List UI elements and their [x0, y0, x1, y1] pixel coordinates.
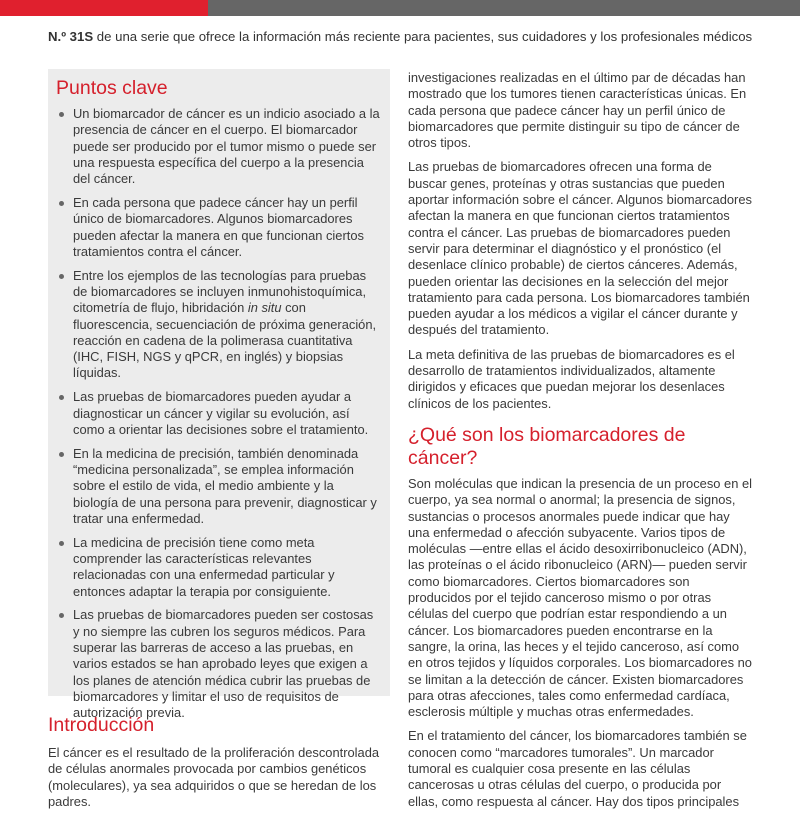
series-number: N.º 31S: [48, 29, 94, 44]
key-point-item: Un biomarcador de cáncer es un indicio asociado a la presencia de cáncer en el cuerpo. El biomarcador puede ser producido por el tumor mismo o puede ser una respuesta específica del cuerpo a la presencia del cáncer.: [56, 106, 380, 187]
body-paragraph: Son moléculas que indican la presencia de un proceso en el cuerpo, ya sea normal o anormal; la presencia de signos, sustancias o procesos anormales puede indicar que hay una enfermedad o afección subyacente. Varios tipos de moléculas —entre ellas el ácido desoxirribonucleico (ADN), las proteínas o el ácido ribonucleico (ARN)— pueden servir como biomarcadores. Ciertos biomarcadores son producidos por el tejido canceroso mismo o por otras células del cuerpo que podrían estar respondiendo a un cáncer. Los biomarcadores pueden encontrarse en la sangre, la orina, las heces y el tejido canceroso, así como en otros tejidos y líquidos corporales. Los biomarcadores no se limitan a la detección de cáncer. Existen biomarcadores para otras afecciones, tales como enfermedad cardíaca, esclerosis múltiple y muchas otras enfermedades.: [408, 475, 752, 720]
key-points-title: Puntos clave: [56, 77, 168, 99]
header-bar-gray: [208, 0, 800, 16]
body-paragraph: La meta definitiva de las pruebas de biomarcadores es el desarrollo de tratamientos individualizados, altamente dirigidos y eficaces que puedan mejorar los desenlaces clínicos de los pacientes.: [408, 346, 735, 411]
series-text: de una serie que ofrece la información más reciente para pacientes, sus cuidadores y los profesionales médicos: [93, 29, 753, 44]
key-point-italic: in situ: [247, 300, 282, 316]
key-point-item: En la medicina de precisión, también denominada “medicina personalizada”, se emplea información sobre el estilo de vida, el medio ambiente y la biología de una persona para prevenir, diagnosticar y tratar una enfermedad.: [56, 446, 380, 527]
series-line: [48, 29, 768, 44]
key-point-item: Las pruebas de biomarcadores pueden ser costosas y no siempre las cubren los seguros médicos. Para superar las barreras de acceso a las pruebas, en varios estados se han aprobado leyes que exigen a los planes de atención médica cubrir las pruebas de biomarcadores y limitar el uso de requisitos de autorización previa.: [56, 607, 380, 721]
key-points-list: [56, 106, 380, 721]
key-point-item: Las pruebas de biomarcadores pueden ayudar a diagnosticar un cáncer y vigilar su evolución, así como a orientar las decisiones sobre el tratamiento.: [56, 389, 380, 438]
intro-paragraph: El cáncer es el resultado de la proliferación descontrolada de células anormales provocada por cambios genéticos (moleculares), ya sea adquiridos o que se heredan de los padres.: [48, 745, 380, 809]
key-point-item: En cada persona que padece cáncer hay un perfil único de biomarcadores. Algunos biomarcadores pueden afectar la manera en que funcionan ciertos tratamientos contra el cáncer.: [56, 195, 380, 260]
section-heading: ¿Qué son los biomarcadores de cáncer?: [408, 423, 686, 469]
key-point-text: con fluorescencia, secuenciación de próxima generación, reacción en cadena de la polimerasa cuantitativa (IHC, FISH, NGS y qPCR, en inglés) y biopsias líquidas.: [73, 300, 377, 381]
body-paragraph: Las pruebas de biomarcadores ofrecen una forma de buscar genes, proteínas y otras sustancias que pueden aportar información sobre el cáncer. Algunos biomarcadores afectan la manera en que funcionan ciertos tratamientos contra el cáncer. Las pruebas de biomarcadores pueden servir para determinar el diagnóstico y el pronóstico (el desenlace clínico probable) de ciertos cánceres. Además, pueden orientar las decisiones en la selección del mejor tratamiento para cada persona. Los biomarcadores también pueden ayudar a los médicos a vigilar el cáncer durante y después del tratamiento.: [408, 159, 752, 338]
intro-title: Introducción: [48, 714, 155, 736]
right-column: [408, 70, 753, 818]
key-point-item: [56, 268, 380, 382]
key-point-item: La medicina de precisión tiene como meta comprender las características relevantes relacionadas con una enfermedad particular y entonces adaptar la terapia por consiguiente.: [56, 535, 380, 600]
body-paragraph: investigaciones realizadas en el último par de décadas han mostrado que los tumores tienen características únicas. En cada persona que padece cáncer hay un perfil único de biomarcadores que permite distinguir su tipo de cáncer de otros tipos.: [408, 70, 747, 151]
key-point-text: Entre los ejemplos de las tecnologías para pruebas de biomarcadores se incluyen inmunohistoquímica, citometría de flujo, hibridación: [73, 267, 367, 316]
header-bar-red: [0, 0, 208, 16]
intro-section: [48, 714, 393, 810]
body-paragraph: En el tratamiento del cáncer, los biomarcadores también se conocen como “marcadores tumorales”. Un marcador tumoral es cualquier cosa presente en las células cancerosas u otras células del cuerpo, o producida por ellas, como respuesta al cáncer. Hay dos tipos principales: [408, 728, 747, 809]
key-points-box: [48, 69, 390, 721]
